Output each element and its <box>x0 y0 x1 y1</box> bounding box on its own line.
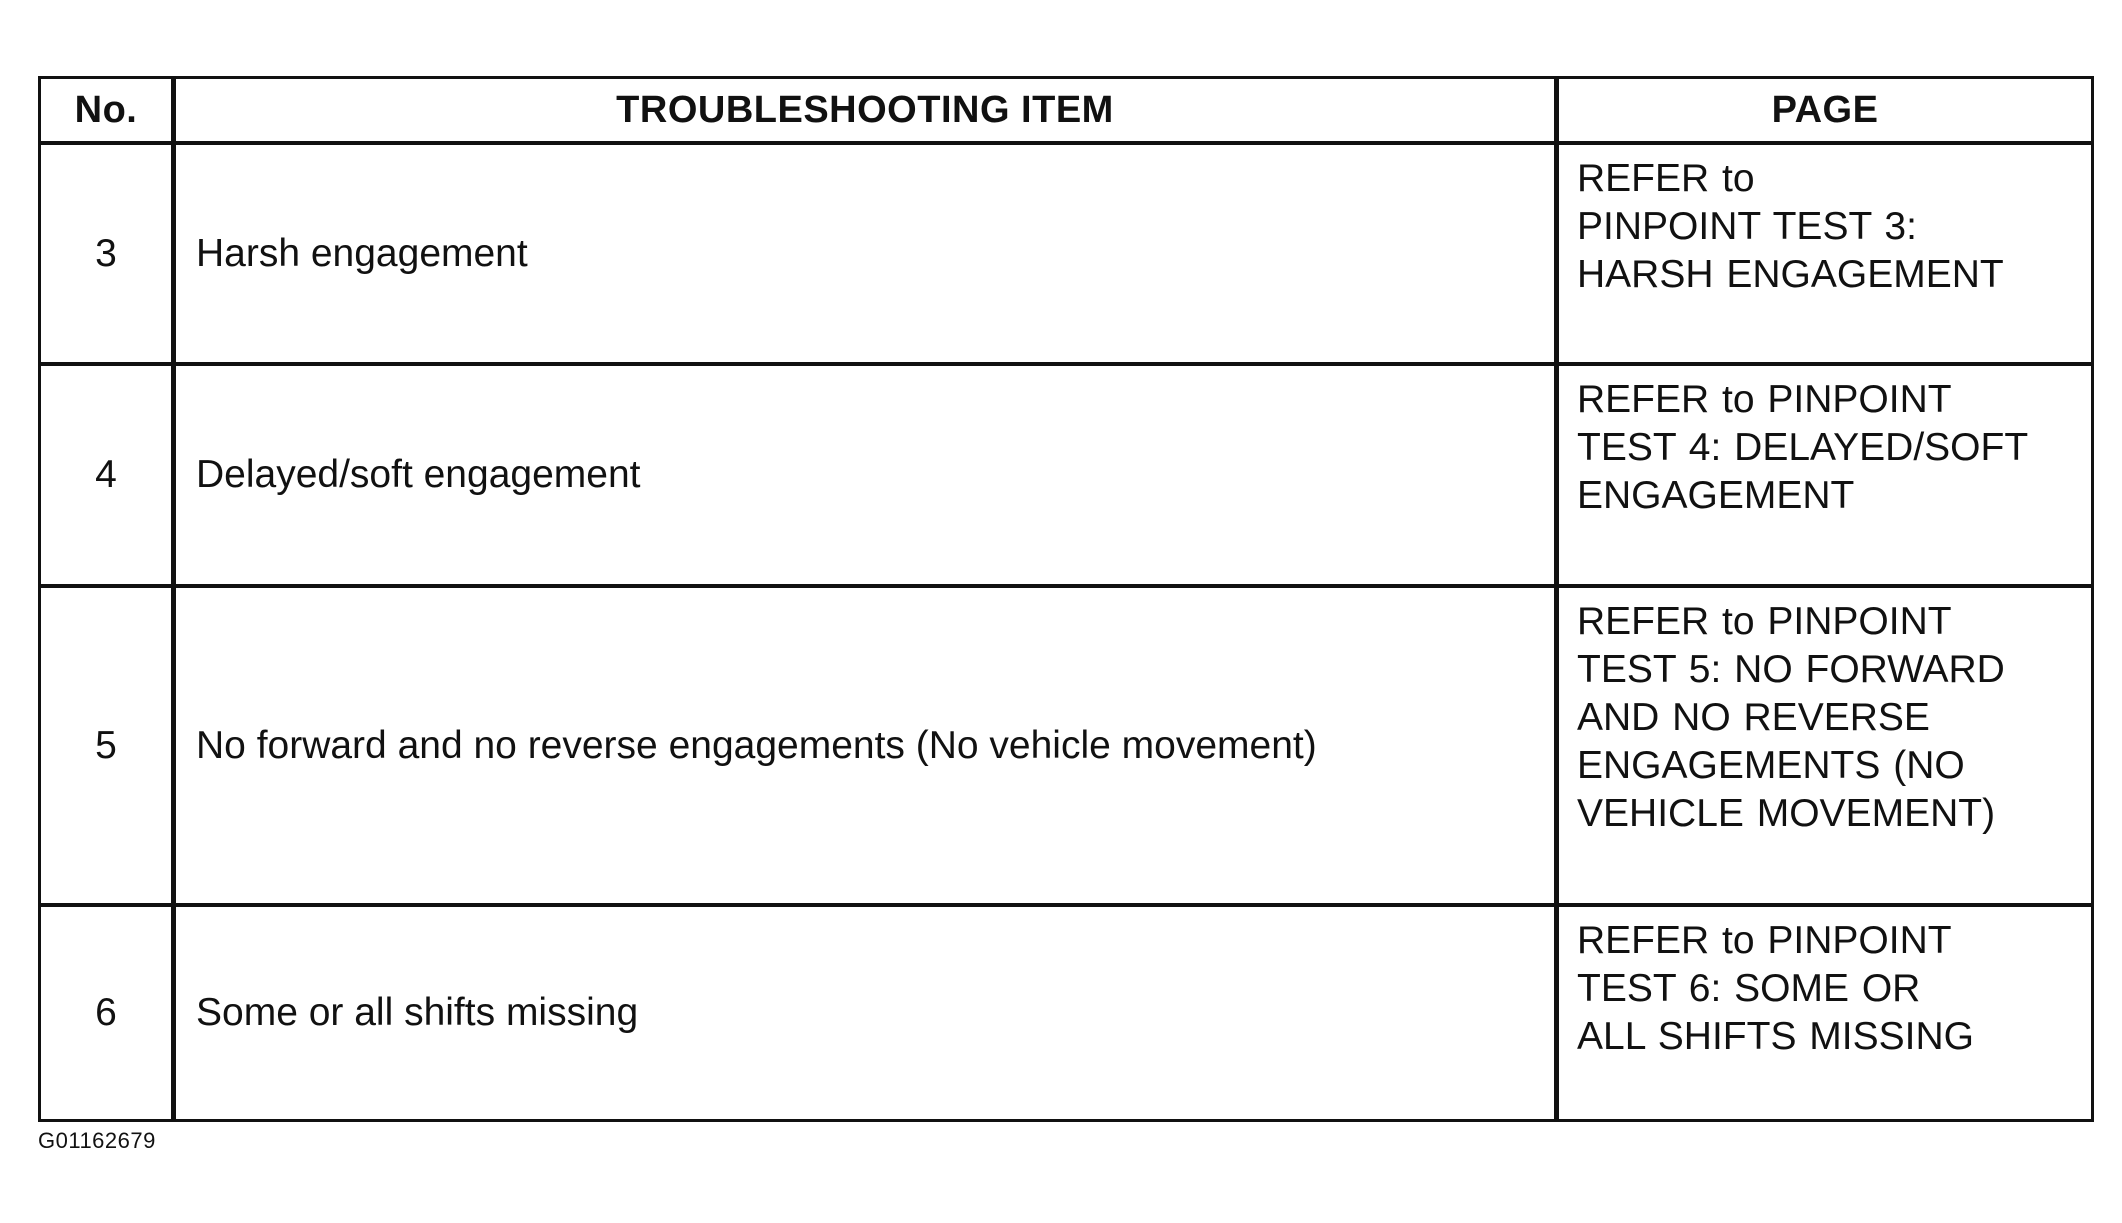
table-header-row <box>40 78 2093 144</box>
troubleshooting-item: Delayed/soft engagement <box>174 364 1557 586</box>
troubleshooting-item: No forward and no reverse engagements (No vehicle movement) <box>174 586 1557 905</box>
table-row <box>40 905 2093 1121</box>
row-number: 4 <box>40 364 174 586</box>
header-page: PAGE <box>1557 78 2093 144</box>
row-number: 5 <box>40 586 174 905</box>
row-number: 6 <box>95 991 117 1034</box>
page-reference: REFER to PINPOINT TEST 3: HARSH ENGAGEMENT <box>1557 143 2093 364</box>
troubleshooting-item: Harsh engagement <box>174 143 1557 364</box>
table-row <box>40 364 2093 586</box>
page-reference: REFER to PINPOINT TEST 4: DELAYED/SOFT ENGAGEMENT <box>1557 364 2093 586</box>
troubleshooting-table <box>38 76 2094 1122</box>
table-row <box>40 143 2093 364</box>
header-no: No. <box>40 78 174 144</box>
page-reference: REFER to PINPOINT TEST 5: NO FORWARD AND NO REVERSE ENGAGEMENTS (NO VEHICLE MOVEMENT) <box>1557 586 2093 905</box>
header-troubleshooting-item: TROUBLESHOOTING ITEM <box>174 78 1557 144</box>
troubleshooting-item: Some or all shifts missing <box>174 905 1557 1121</box>
table-row <box>40 586 2093 905</box>
figure-id: G01162679 <box>38 1128 156 1153</box>
row-number: 3 <box>40 143 174 364</box>
page-reference: REFER to PINPOINT TEST 6: SOME OR ALL SHIFTS MISSING <box>1557 905 2093 1121</box>
